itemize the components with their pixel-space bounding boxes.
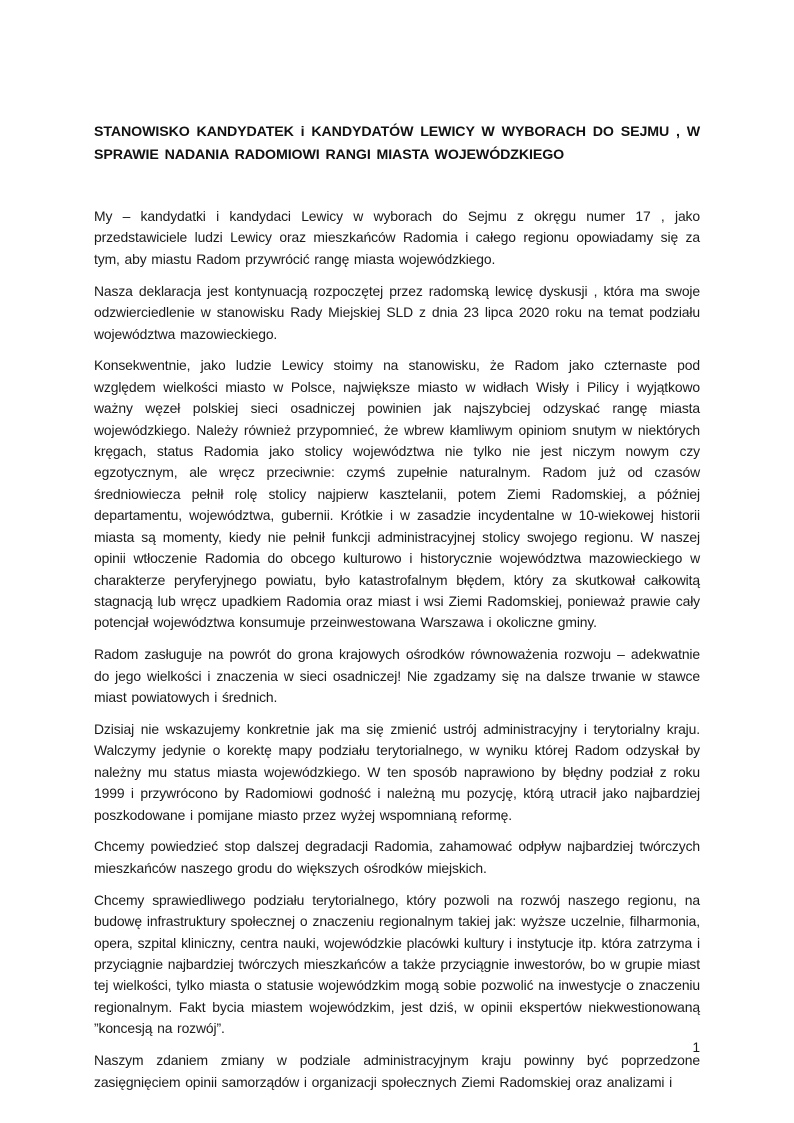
paragraph-declaration: Nasza deklaracja jest kontynuacją rozpoczętej przez radomską lewicę dyskusji , która ma swoje odzwierciedlenie w stanowisku Rady Miejskiej SLD z dnia 23 lipca 2020 roku na temat podziału województwa mazowieckiego. <box>94 282 700 342</box>
page-number: 1 <box>692 1040 700 1055</box>
document-title: STANOWISKO KANDYDATEK i KANDYDATÓW LEWICY W WYBORACH DO SEJMU , W SPRAWIE NADANIA RADOMIOWI RANGI MIASTA WOJEWÓDZKIEGO <box>94 124 700 163</box>
paragraph-consultations: Naszym zdaniem zmiany w podziale administracyjnym kraju powinny być poprzedzone zasięgnięciem opinii samorządów i organizacji społecznych Ziemi Radomskiej oraz analizami i <box>94 1052 700 1090</box>
paragraph-intro: My – kandydatki i kandydaci Lewicy w wyborach do Sejmu z okręgu numer 17 , jako przedstawiciele ludzi Lewicy oraz mieszkańców Radomia i całego regionu opowiadamy się za tym, aby miastu Radom przywrócić rangę miasta wojewódzkiego. <box>94 208 700 267</box>
document-body <box>94 121 700 1093</box>
paragraph-demand: Radom zasługuje na powrót do grona krajowych ośrodków równoważenia rozwoju – adekwatnie do jego wielkości i znaczenia w sieci osadniczej! Nie zgadzamy się na dalsze trwanie w stawce miast powiatowych i średnich. <box>94 646 700 706</box>
paragraph-history: Konsekwentnie, jako ludzie Lewicy stoimy na stanowisku, że Radom jako czternaste pod względem wielkości miasto w Polsce, największe miasto w widłach Wisły i Pilicy i wyjątkowo ważny węzeł polskiej sieci osadniczej powinien jak najszybciej odzyskać rangę miasta wojewódzkiego. Należy również przypomnieć, że wbrew kłamliwym opiniom snutym w niektórych kręgach, status Radomia jako stolicy województwa nie tylko nie jest niczym nowym czy egzotycznym, ale wręcz przeciwnie: czymś zupełnie naturalnym. Radom już od czasów średniowiecza pełnił rolę stolicy najpierw kasztelanii, potem Ziemi Radomskiej, a później departamentu, województwa, gubernii. Krótkie i w zasadzie incydentalne w 10-wiekowej historii miasta są momenty, kiedy nie pełnił funkcji administracyjnej stolicy swojego regionu. W naszej opinii wtłoczenie Radomia do obcego kulturowo i historycznie województwa mazowieckiego w charakterze peryferyjnego powiatu, było katastrofalnym błędem, który za skutkował całkowitą stagnacją lub wręcz upadkiem Radomia oraz miast i wsi Ziemi Radomskiej, ponieważ prawie cały potencjał województwa konsumuje przeinwestowana Warszawa i okoliczne gminy. <box>94 357 700 631</box>
paragraph-stop-degradation: Chcemy powiedzieć stop dalszej degradacji Radomia, zahamować odpływ najbardziej twórczych mieszkańców naszego grodu do większych ośrodków miejskich. <box>94 838 700 876</box>
paragraph-fair-division: Chcemy sprawiedliwego podziału terytorialnego, który pozwoli na rozwój naszego regionu, na budowę infrastruktury społecznej o znaczeniu regionalnym takiej jak: wyższe uczelnie, filharmonia, opera, szpital kliniczny, centra nauki, wojewódzkie placówki kultury i instytucje itp. która zatrzyma i przyciągnie najbardziej twórczych mieszkańców a także przyciągnie inwestorów, bo w grupie miast tej wielkości, tylko miasta o statusie wojewódzkim mogą sobie pozwolić na inwestycje o znaczeniu regionalnym. Fakt bycia miastem wojewódzkim, jest dziś, w opinii ekspertów niekwestionowaną ”koncesją na rozwój”. <box>94 891 700 1037</box>
paragraph-map-correction: Dzisiaj nie wskazujemy konkretnie jak ma się zmienić ustrój administracyjny i terytorialny kraju. Walczymy jedynie o korektę mapy podziału terytorialnego, w wyniku której Radom odzyskał by należny mu status miasta wojewódzkiego. W ten sposób naprawiono by błędny podział z roku 1999 i przywrócono by Radomiowi godność i należną mu pozycję, którą utracił jako najbardziej poszkodowane i pomijane miasto przez wyżej wspomnianą reformę. <box>94 720 700 823</box>
